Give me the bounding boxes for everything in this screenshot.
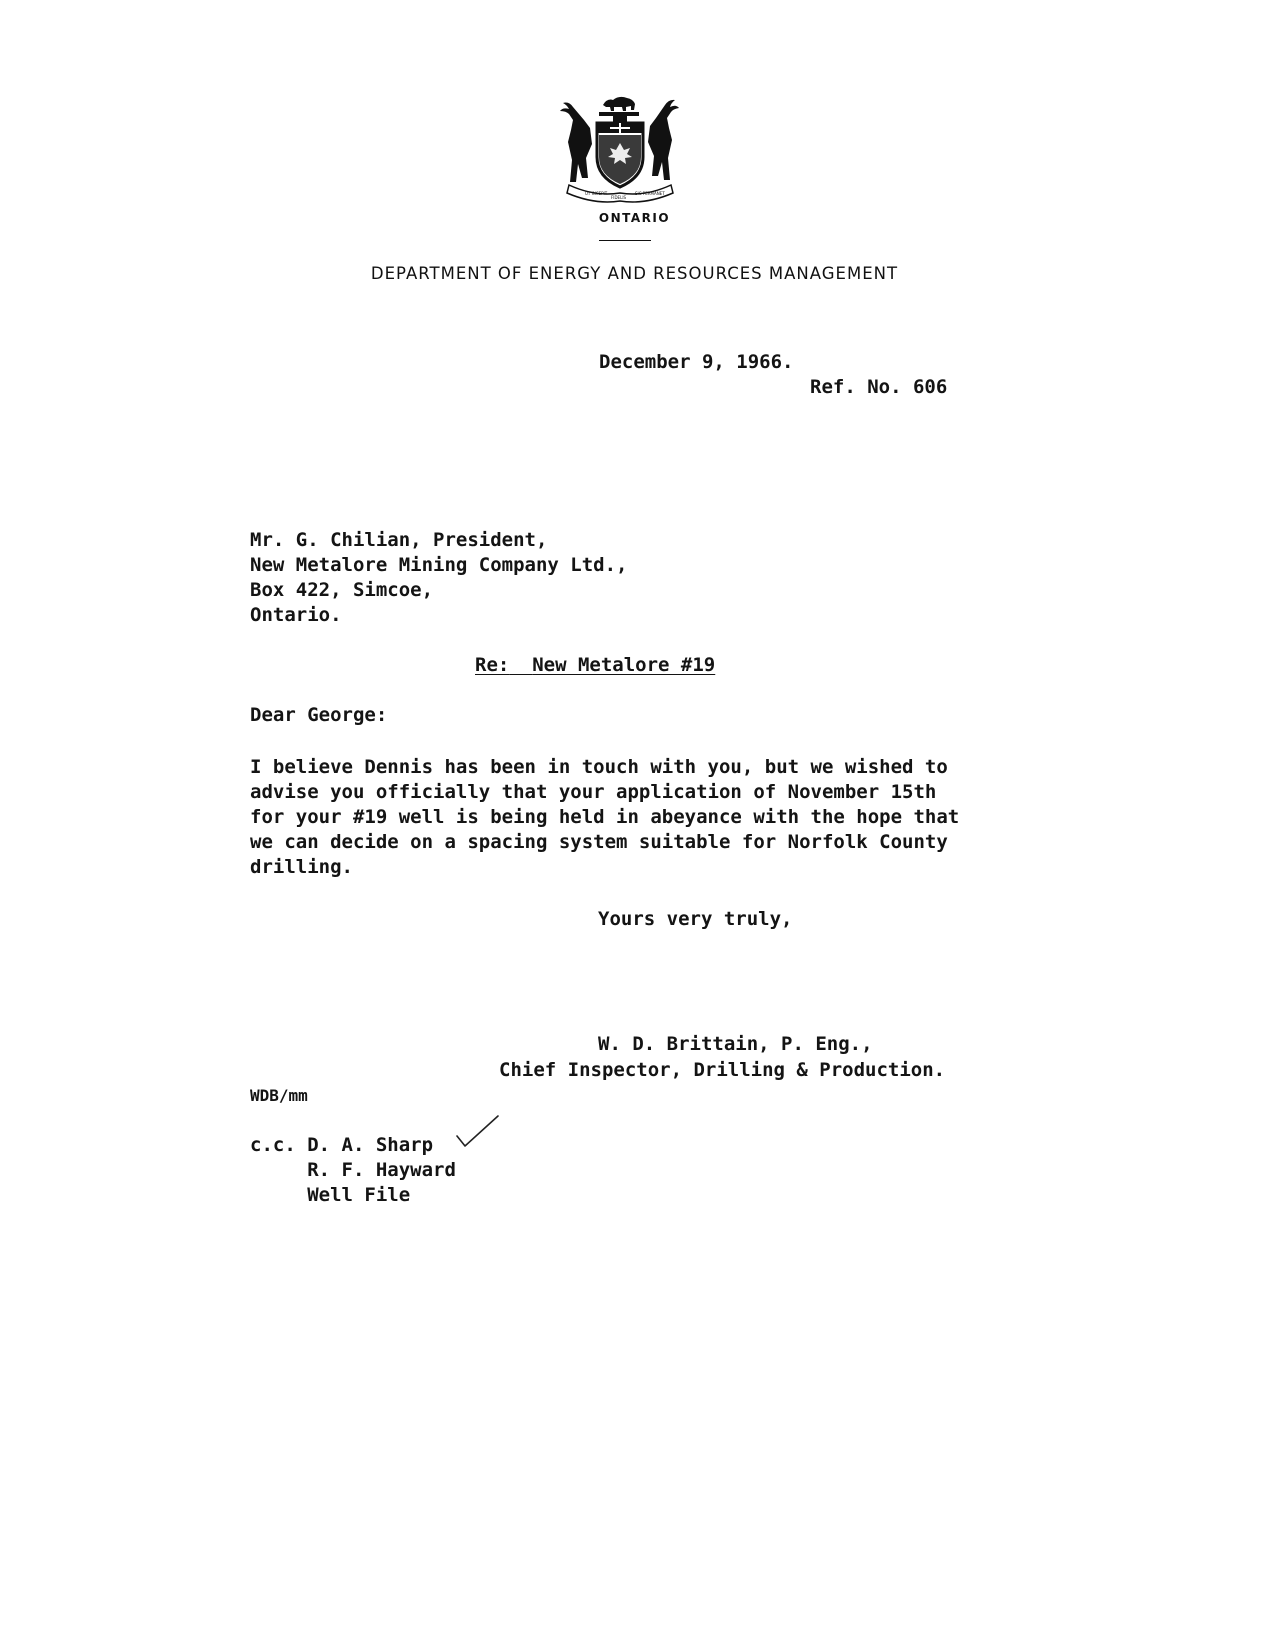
letter-body xyxy=(250,755,959,880)
salutation: Dear George: xyxy=(250,704,388,726)
recipient-line: Ontario. xyxy=(250,604,342,626)
subject-prefix: Re: xyxy=(475,654,510,676)
signer-name: W. D. Brittain, P. Eng., xyxy=(598,1033,873,1055)
body-line: advise you officially that your application of November 15th xyxy=(250,781,937,803)
svg-text:UT INCEPIT: UT INCEPIT xyxy=(585,191,608,196)
subject-text: New Metalore #19 xyxy=(532,654,716,676)
cc-prefix: c.c. xyxy=(250,1134,296,1156)
signer-title: Chief Inspector, Drilling & Production. xyxy=(499,1059,946,1081)
cc-recipient: R. F. Hayward xyxy=(307,1159,456,1181)
recipient-address xyxy=(250,528,628,628)
carbon-copy-list xyxy=(250,1133,456,1208)
handwritten-checkmark-icon xyxy=(455,1114,500,1150)
letterhead-divider xyxy=(599,240,651,241)
ontario-coat-of-arms-icon xyxy=(555,95,685,205)
closing: Yours very truly, xyxy=(598,908,793,930)
body-line: for your #19 well is being held in abeyance with the hope that xyxy=(250,806,960,828)
recipient-line: Mr. G. Chilian, President, xyxy=(250,529,548,551)
subject-line xyxy=(475,653,715,678)
reference-number: Ref. No. 606 xyxy=(810,376,948,398)
letterhead-province: ONTARIO xyxy=(598,211,671,225)
cc-recipient: D. A. Sharp xyxy=(307,1134,434,1156)
body-line: we can decide on a spacing system suitable for Norfolk County xyxy=(250,831,948,853)
letter-date: December 9, 1966. xyxy=(599,351,794,373)
cc-recipient: Well File xyxy=(307,1184,411,1206)
letterhead-department: DEPARTMENT OF ENERGY AND RESOURCES MANAGEMENT xyxy=(370,264,899,283)
body-line: drilling. xyxy=(250,856,353,878)
body-line: I believe Dennis has been in touch with you, but we wished to xyxy=(250,756,948,778)
svg-text:SIC PERMANET: SIC PERMANET xyxy=(635,191,665,196)
svg-text:FIDELIS: FIDELIS xyxy=(611,195,627,200)
typist-initials: WDB/mm xyxy=(250,1086,308,1105)
recipient-line: Box 422, Simcoe, xyxy=(250,579,434,601)
recipient-line: New Metalore Mining Company Ltd., xyxy=(250,554,628,576)
